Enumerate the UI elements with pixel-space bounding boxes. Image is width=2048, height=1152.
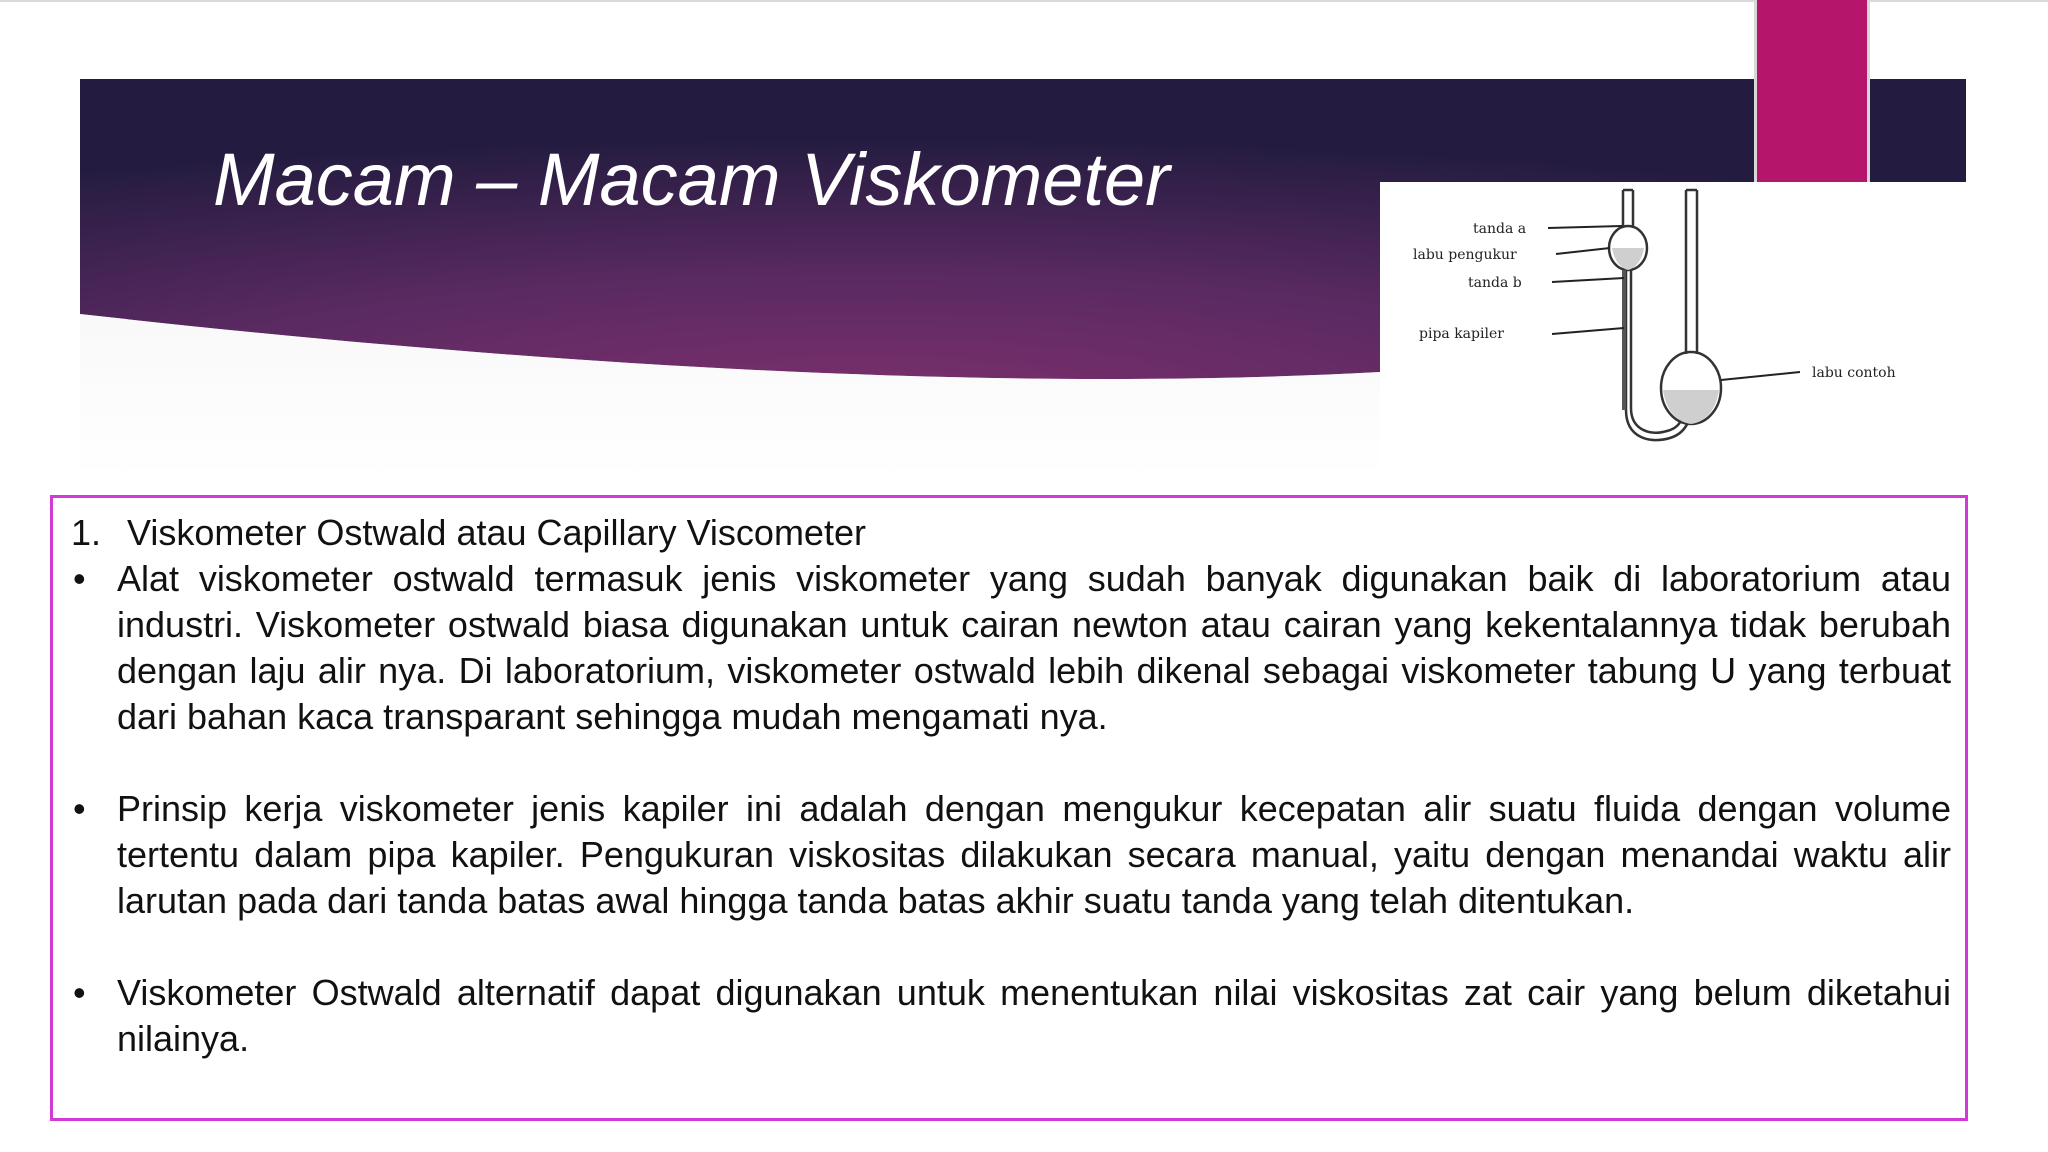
label-labu-contoh: labu contoh [1812, 365, 1896, 381]
spacer [71, 740, 1951, 786]
accent-tab [1754, 0, 1870, 182]
list-number: 1. [71, 512, 102, 553]
spacer [71, 924, 1951, 970]
list-heading-text: Viskometer Ostwald atau Capillary Viscometer [127, 512, 866, 553]
label-labu-pengukur: labu pengukur [1413, 247, 1517, 263]
ostwald-viscometer-diagram [1380, 182, 1966, 450]
bullet-text: Prinsip kerja viskometer jenis kapiler ini adalah dengan mengukur kecepatan alir suatu fluida dengan volume tertentu dalam pipa kapiler. Pengukuran viskositas dilakukan secara manual, yaitu dengan menandai waktu alir larutan pada dari tanda batas awal hingga tanda batas akhir suatu tanda yang telah ditentukan. [117, 788, 1951, 921]
label-tanda-b: tanda b [1468, 275, 1522, 291]
bullet-text: Viskometer Ostwald alternatif dapat digunakan untuk menentukan nilai viskositas zat cair yang belum diketahui nilainya. [117, 972, 1951, 1059]
slide-title: Macam – Macam Viskometer [213, 138, 1170, 221]
bullet-icon: • [73, 972, 86, 1013]
bullet-item [71, 970, 1951, 1062]
bullet-icon: • [73, 558, 86, 599]
content-box [50, 495, 1968, 1121]
bullet-icon: • [73, 788, 86, 829]
bullet-item [71, 786, 1951, 924]
label-pipa-kapiler: pipa kapiler [1419, 326, 1504, 342]
bullet-text: Alat viskometer ostwald termasuk jenis viskometer yang sudah banyak digunakan baik di laboratorium atau industri. Viskometer ostwald biasa digunakan untuk cairan newton atau cairan yang kekentalannya tidak berubah dengan laju alir nya. Di laboratorium, viskometer ostwald lebih dikenal sebagai viskometer tabung U yang terbuat dari bahan kaca transparant sehingga mudah mengamati nya. [117, 558, 1951, 737]
list-heading [71, 510, 1951, 556]
label-tanda-a: tanda a [1473, 221, 1527, 237]
bullet-item [71, 556, 1951, 740]
